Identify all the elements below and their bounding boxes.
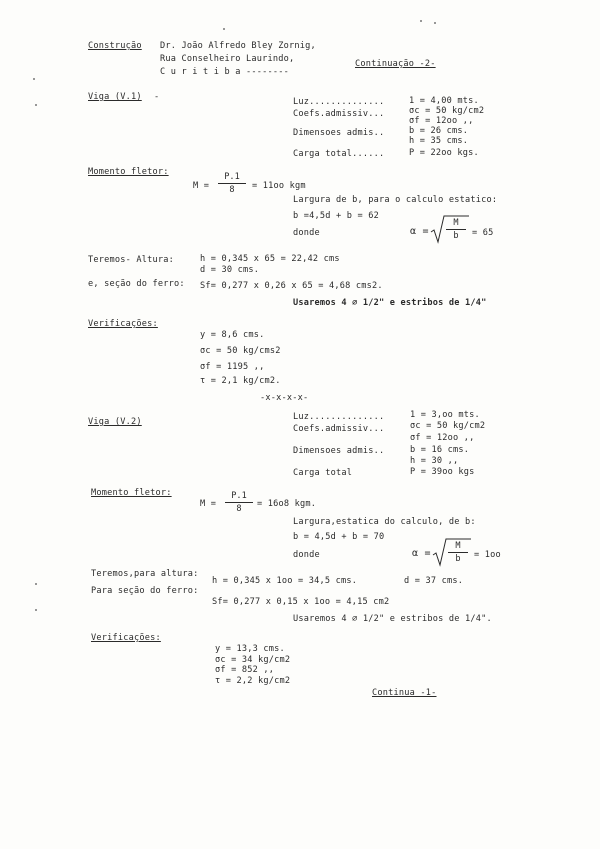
beam2-alpha-result: = 1oo xyxy=(474,550,501,560)
beam2-donde: donde xyxy=(293,550,320,560)
beam1-verif-item: τ = 2,1 kg/cm2. xyxy=(200,376,281,386)
beam1-verif-item: σc = 50 kg/cms2 xyxy=(200,346,281,356)
beam1-moment-denominator: 8 xyxy=(229,184,235,195)
beam2-prop-label: Carga total xyxy=(293,468,353,478)
beam2-prop-value: σf = 12oo ,, xyxy=(410,433,475,443)
beam1-prop-label: Luz.............. xyxy=(293,97,385,107)
beam2-alpha-denominator: b xyxy=(455,553,461,564)
beam2-steel-eq: Sf= 0,277 x 0,15 x 1oo = 4,15 cm2 xyxy=(212,597,390,607)
beam2-alpha-lhs: α = xyxy=(412,548,431,559)
beam2-verif-item: y = 13,3 cms. xyxy=(215,644,285,654)
beam2-prop-value: σc = 50 kg/cm2 xyxy=(410,421,486,431)
beam1-alpha-root xyxy=(430,214,470,244)
beam1-width-intro: Largura de b, para o calculo estatico: xyxy=(293,195,498,205)
header-city: C u r i t i b a -------- xyxy=(160,67,289,77)
paper-speck xyxy=(434,22,436,24)
beam2-moment-fraction xyxy=(225,492,253,513)
beam2-verif-item: σf = 852 ,, xyxy=(215,665,275,675)
beam2-prop-value: h = 30 ,, xyxy=(410,456,459,466)
beam2-width-eq: b = 4,5d + b = 70 xyxy=(293,532,385,542)
beam1-prop-value: P = 22oo kgs. xyxy=(409,148,479,158)
beam1-prop-value: σc = 50 kg/cm2 xyxy=(409,106,485,116)
beam1-alpha-denominator: b xyxy=(453,230,459,241)
header-continuation: Continuação -2- xyxy=(355,59,436,69)
beam2-prop-label: Luz.............. xyxy=(293,412,385,422)
header-label: Construção xyxy=(88,41,142,51)
beam1-steel-label: e, seção do ferro: xyxy=(88,279,185,289)
beam1-steel-eq: Sf= 0,277 x 0,26 x 65 = 4,68 cms2. xyxy=(200,281,383,291)
beam1-prop-value: 1 = 4,00 mts. xyxy=(409,96,479,106)
paper-speck xyxy=(223,28,225,30)
beam2-height-label: Teremos,para altura: xyxy=(91,569,199,579)
beam1-verif-item: y = 8,6 cms. xyxy=(200,330,265,340)
beam2-alpha-numerator: M xyxy=(448,542,468,553)
beam2-moment-result: = 16o8 kgm. xyxy=(257,499,317,509)
footer-continua: Continua -1- xyxy=(372,688,437,698)
paper-speck xyxy=(35,583,37,585)
paper-speck xyxy=(33,78,35,80)
beam1-moment-numerator: P.1 xyxy=(218,173,246,184)
beam1-height-label: Teremos- Altura: xyxy=(88,255,174,265)
header-street: Rua Conselheiro Laurindo, xyxy=(160,54,295,64)
header-client: Dr. João Alfredo Bley Zornig, xyxy=(160,41,316,51)
beam2-d-eq: d = 37 cms. xyxy=(404,576,464,586)
beam2-alpha-root xyxy=(432,537,472,567)
beam1-title: Viga (V.1) xyxy=(88,92,142,102)
beam1-verif-label: Verificações: xyxy=(88,319,158,329)
beam2-moment-numerator: P.1 xyxy=(225,492,253,503)
beam2-steel-label: Para seção do ferro: xyxy=(91,586,199,596)
beam1-moment-result: = 11oo kgm xyxy=(252,181,306,191)
beam2-prop-value: P = 39oo kgs xyxy=(410,467,475,477)
beam1-verif-item: σf = 1195 ,, xyxy=(200,362,265,372)
beam2-verif-label: Verificações: xyxy=(91,633,161,643)
beam2-moment-label: Momento fletor: xyxy=(91,488,172,498)
beam2-prop-value: b = 16 cms. xyxy=(410,445,470,455)
beam1-moment-lhs: M = xyxy=(193,181,210,191)
paper-speck xyxy=(420,20,422,22)
beam2-prop-label: Coefs.admissiv... xyxy=(293,424,385,434)
beam2-usage: Usaremos 4 ∅ 1/2" e estribos de 1/4". xyxy=(293,614,492,624)
beam2-width-intro: Largura,estatica do calculo, de b: xyxy=(293,517,476,527)
beam1-prop-value: σf = 12oo ,, xyxy=(409,116,474,126)
beam2-title: Viga (V.2) xyxy=(88,417,142,427)
beam1-title-mark: - xyxy=(154,92,160,102)
beam1-height-eq: h = 0,345 x 65 = 22,42 cms xyxy=(200,254,340,264)
beam2-height-eq: h = 0,345 x 1oo = 34,5 cms. xyxy=(212,576,358,586)
beam1-width-eq: b =4,5d + b = 62 xyxy=(293,211,379,221)
section-separator: -x-x-x-x- xyxy=(260,393,309,403)
beam1-prop-label: Dimensoes admis.. xyxy=(293,128,385,138)
beam1-moment-label: Momento fletor: xyxy=(88,167,169,177)
beam2-prop-value: 1 = 3,oo mts. xyxy=(410,410,480,420)
beam2-prop-label: Dimensoes admis.. xyxy=(293,446,385,456)
beam1-prop-label: Carga total...... xyxy=(293,149,385,159)
beam1-donde: donde xyxy=(293,228,320,238)
beam1-alpha-lhs: α = xyxy=(410,226,429,237)
beam2-moment-denominator: 8 xyxy=(236,503,242,514)
beam1-alpha-numerator: M xyxy=(446,219,466,230)
beam1-prop-value: h = 35 cms. xyxy=(409,136,469,146)
beam2-verif-item: τ = 2,2 kg/cm2 xyxy=(215,676,291,686)
paper-speck xyxy=(35,104,37,106)
beam2-moment-lhs: M = xyxy=(200,499,217,509)
beam1-usage: Usaremos 4 ∅ 1/2" e estribos de 1/4" xyxy=(293,298,487,308)
beam1-d-eq: d = 30 cms. xyxy=(200,265,260,275)
beam1-prop-label: Coefs.admissiv... xyxy=(293,109,385,119)
beam1-alpha-result: = 65 xyxy=(472,228,494,238)
paper-speck xyxy=(35,609,37,611)
beam1-prop-value: b = 26 cms. xyxy=(409,126,469,136)
beam2-verif-item: σc = 34 kg/cm2 xyxy=(215,655,291,665)
beam1-moment-fraction xyxy=(218,173,246,194)
